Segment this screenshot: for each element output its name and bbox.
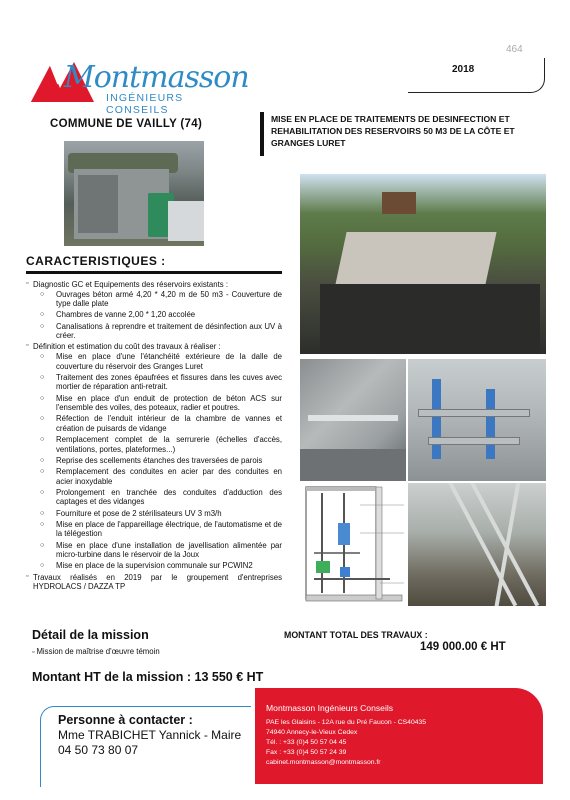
valve-chamber-diagram: [300, 483, 406, 611]
photo-worksite: [300, 174, 546, 354]
photo-ladder: [408, 483, 546, 606]
list-subitem: ○ Remplacement des conduites en acier par des conduites en acier inoxydable: [26, 467, 282, 486]
photo-reservoir: [64, 141, 204, 246]
company-logo: [28, 58, 249, 116]
section-caracteristiques: CARACTERISTIQUES :: [26, 254, 166, 268]
list-subitem: ○ Traitement des zones épaufrées et fissures dans les cuves avec mortier de réparation anti-retrait.: [26, 373, 282, 392]
list-subitem: ○ Mise en place d'une installation de javellisation alimentée par micro-turbine dans le réservoir de la Joux: [26, 541, 282, 560]
total-amount: 149 000.00 € HT: [420, 641, 506, 653]
list-item: ▫ Diagnostic GC et Equipements des réservoirs existants :: [26, 280, 282, 290]
caracteristiques-list: [26, 280, 282, 592]
list-subitem: ○ Canalisations à reprendre et traitement de désinfection aux UV à créer.: [26, 322, 282, 341]
mission-item: ▫ Mission de maîtrise d'œuvre témoin: [32, 647, 160, 656]
project-title: MISE EN PLACE DE TRAITEMENTS DE DESINFECTION ET REHABILITATION DES RESERVOIRS 50 M3 DE LA CÔTE ET GRANGES LURET: [271, 114, 515, 148]
page-number: 464: [506, 44, 523, 55]
mission-amount: Montant HT de la mission : 13 550 € HT: [32, 670, 264, 684]
company-name: Montmasson Ingénieurs Conseils: [266, 703, 394, 713]
year-label: 2018: [452, 64, 475, 75]
company-email[interactable]: cabinet.montmasson@montmasson.fr: [266, 759, 381, 766]
title-bar: [260, 112, 264, 156]
list-subitem: ○ Fourniture et pose de 2 stérilisateurs UV 3 m3/h: [26, 509, 282, 519]
company-fax: Fax : +33 (0)4 50 57 24 39: [266, 749, 347, 756]
logo-wordmark: Montmasson: [64, 60, 249, 95]
list-item: ▫ Travaux réalisés en 2019 par le groupement d'entreprises HYDROLACS / DAZZA TP: [26, 573, 282, 592]
list-subitem: ○ Prolongement en tranchée des conduites d'adduction des captages et des vidanges: [26, 488, 282, 507]
contact-title: Personne à contacter :: [58, 713, 193, 727]
photo-valve-chamber: [408, 359, 546, 481]
contact-phone: 04 50 73 80 07: [58, 743, 139, 757]
list-subitem: ○ Chambres de vanne 2,00 * 1,20 accolée: [26, 310, 282, 320]
list-subitem: ○ Mise en place d'un enduit de protection de béton ACS sur l'ensemble des voiles, des poteaux, radier et poutres.: [26, 394, 282, 413]
company-address-2: 74940 Annecy-le-Vieux Cedex: [266, 729, 358, 736]
list-subitem: ○ Mise en place de l'appareillage électrique, de l'automatisme et de la télégestion: [26, 520, 282, 539]
year-box: [408, 58, 545, 93]
list-subitem: ○ Ouvrages béton armé 4,20 * 4,20 m de 50 m3 - Couverture de type dalle plate: [26, 290, 282, 309]
commune-title: COMMUNE DE VAILLY (74): [50, 118, 203, 130]
list-item: ▫ Définition et estimation du coût des travaux à réaliser :: [26, 342, 282, 352]
section-divider: [26, 271, 282, 274]
contact-name: Mme TRABICHET Yannick - Maire: [58, 728, 242, 742]
logo-subtitle: INGÉNIEURS CONSEILS: [106, 92, 184, 116]
list-subitem: ○ Mise en place d'une l'étanchéité extérieure de la dalle de couverture du réservoir des Granges Luret: [26, 352, 282, 371]
list-subitem: ○ Reprise des scellements étanches des traversées de parois: [26, 456, 282, 466]
company-address-1: PAE les Glaisins - 12A rue du Pré Faucon - CS40435: [266, 719, 427, 726]
list-subitem: ○ Réfection de l'enduit intérieur de la chambre de vannes et création de puisards de vidange: [26, 414, 282, 433]
list-subitem: ○ Remplacement complet de la serrurerie (échelles d'accès, ventilations, portes, plateformes...): [26, 435, 282, 454]
total-label: MONTANT TOTAL DES TRAVAUX :: [284, 630, 428, 640]
list-subitem: ○ Mise en place de la supervision communale sur PCWIN2: [26, 561, 282, 571]
detail-title: Détail de la mission: [32, 628, 149, 642]
photo-tank-interior: [300, 359, 406, 481]
company-tel: Tél. : +33 (0)4 50 57 04 45: [266, 739, 347, 746]
